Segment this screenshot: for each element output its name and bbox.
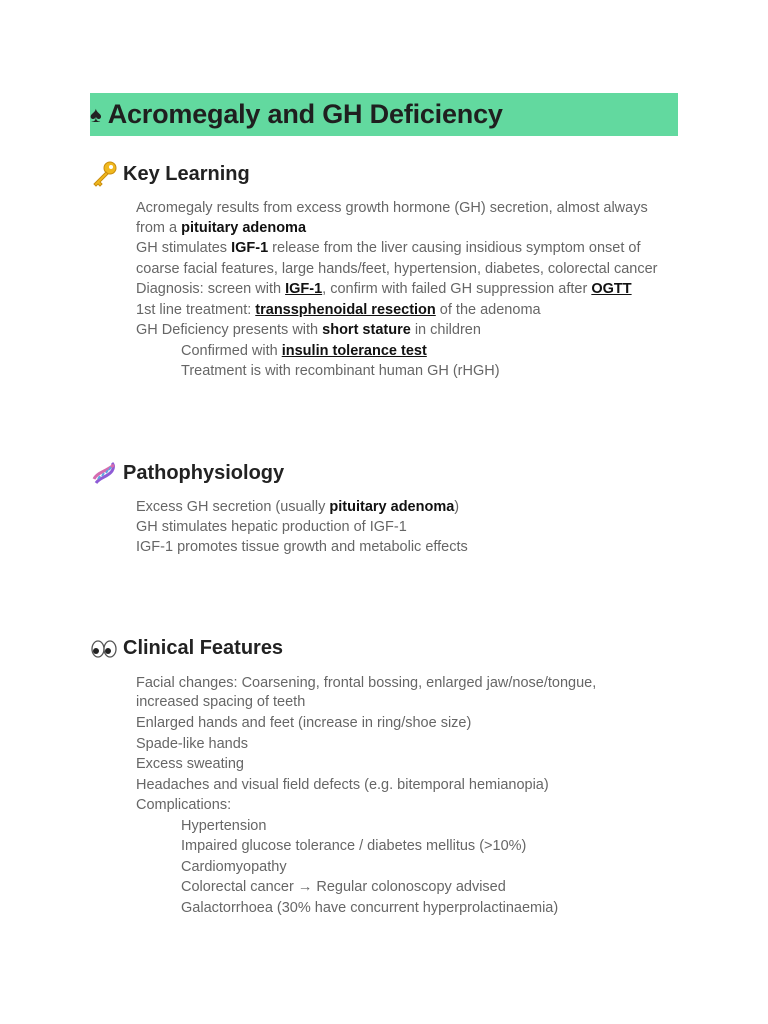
bold-underlined-term: insulin tolerance test (281, 343, 427, 359)
bold-underlined-term: IGF-1 (285, 281, 323, 297)
page-title-banner (90, 93, 678, 136)
bold-term: pituitary adenoma (329, 499, 455, 515)
bold-underlined-term: transsphenoidal resection (255, 302, 436, 318)
clinical-feature-line: Enlarged hands and feet (increase in ring/shoe size) (136, 715, 472, 731)
section-key-learning-heading (90, 160, 250, 188)
key-learning-line: Acromegaly results from excess growth hormone (GH) secretion, almost always (136, 200, 648, 216)
key-learning-subline: Treatment is with recombinant human GH (rHGH) (181, 363, 500, 379)
section-pathophysiology-heading (90, 459, 284, 487)
clinical-feature-line: Facial changes: Coarsening, frontal bossing, enlarged jaw/nose/tongue, (136, 675, 597, 691)
complication-item: Colorectal cancer → Regular colonoscopy advised (181, 879, 506, 895)
page-title: Acromegaly and GH Deficiency (107, 99, 503, 129)
eyes-icon (90, 634, 118, 662)
section-clinical-features-heading (90, 634, 283, 662)
key-learning-line: from a pituitary adenoma (136, 220, 307, 236)
bold-underlined-term: OGTT (591, 281, 632, 297)
key-learning-line: 1st line treatment: transsphenoidal resection of the adenoma (136, 302, 541, 318)
clinical-feature-line: Excess sweating (136, 756, 244, 772)
complication-item: Impaired glucose tolerance / diabetes mellitus (>10%) (181, 838, 527, 854)
section-heading-text: Key Learning (123, 162, 250, 185)
spade-icon: ♠ (90, 101, 102, 127)
bold-term: IGF-1 (231, 240, 269, 256)
complication-item: Galactorrhoea (30% have concurrent hyperprolactinaemia) (181, 900, 559, 916)
pathophysiology-line: GH stimulates hepatic production of IGF-1 (136, 519, 407, 535)
clinical-feature-line: Complications: (136, 797, 232, 813)
dna-icon (90, 459, 118, 487)
pathophysiology-line: Excess GH secretion (usually pituitary adenoma) (136, 499, 460, 515)
clinical-feature-line: Headaches and visual field defects (e.g. bitemporal hemianopia) (136, 777, 549, 793)
clinical-feature-line: increased spacing of teeth (136, 694, 306, 710)
key-learning-line: GH Deficiency presents with short stature in children (136, 322, 481, 338)
section-heading-text: Pathophysiology (123, 461, 285, 484)
key-learning-line: GH stimulates IGF-1 release from the liver causing insidious symptom onset of (136, 240, 641, 256)
key-learning-subline: Confirmed with insulin tolerance test (181, 343, 427, 359)
key-learning-line: coarse facial features, large hands/feet, hypertension, diabetes, colorectal cancer (136, 261, 658, 277)
complication-item: Hypertension (181, 818, 267, 834)
clinical-feature-line: Spade-like hands (136, 736, 249, 752)
key-learning-line: Diagnosis: screen with IGF-1, confirm with failed GH suppression after OGTT (136, 281, 632, 297)
pathophysiology-line: IGF-1 promotes tissue growth and metabolic effects (136, 539, 468, 555)
section-heading-text: Clinical Features (123, 636, 284, 659)
complication-item: Cardiomyopathy (181, 859, 287, 875)
bold-term: short stature (322, 322, 411, 338)
key-icon (90, 160, 118, 188)
bold-term: pituitary adenoma (181, 220, 307, 236)
